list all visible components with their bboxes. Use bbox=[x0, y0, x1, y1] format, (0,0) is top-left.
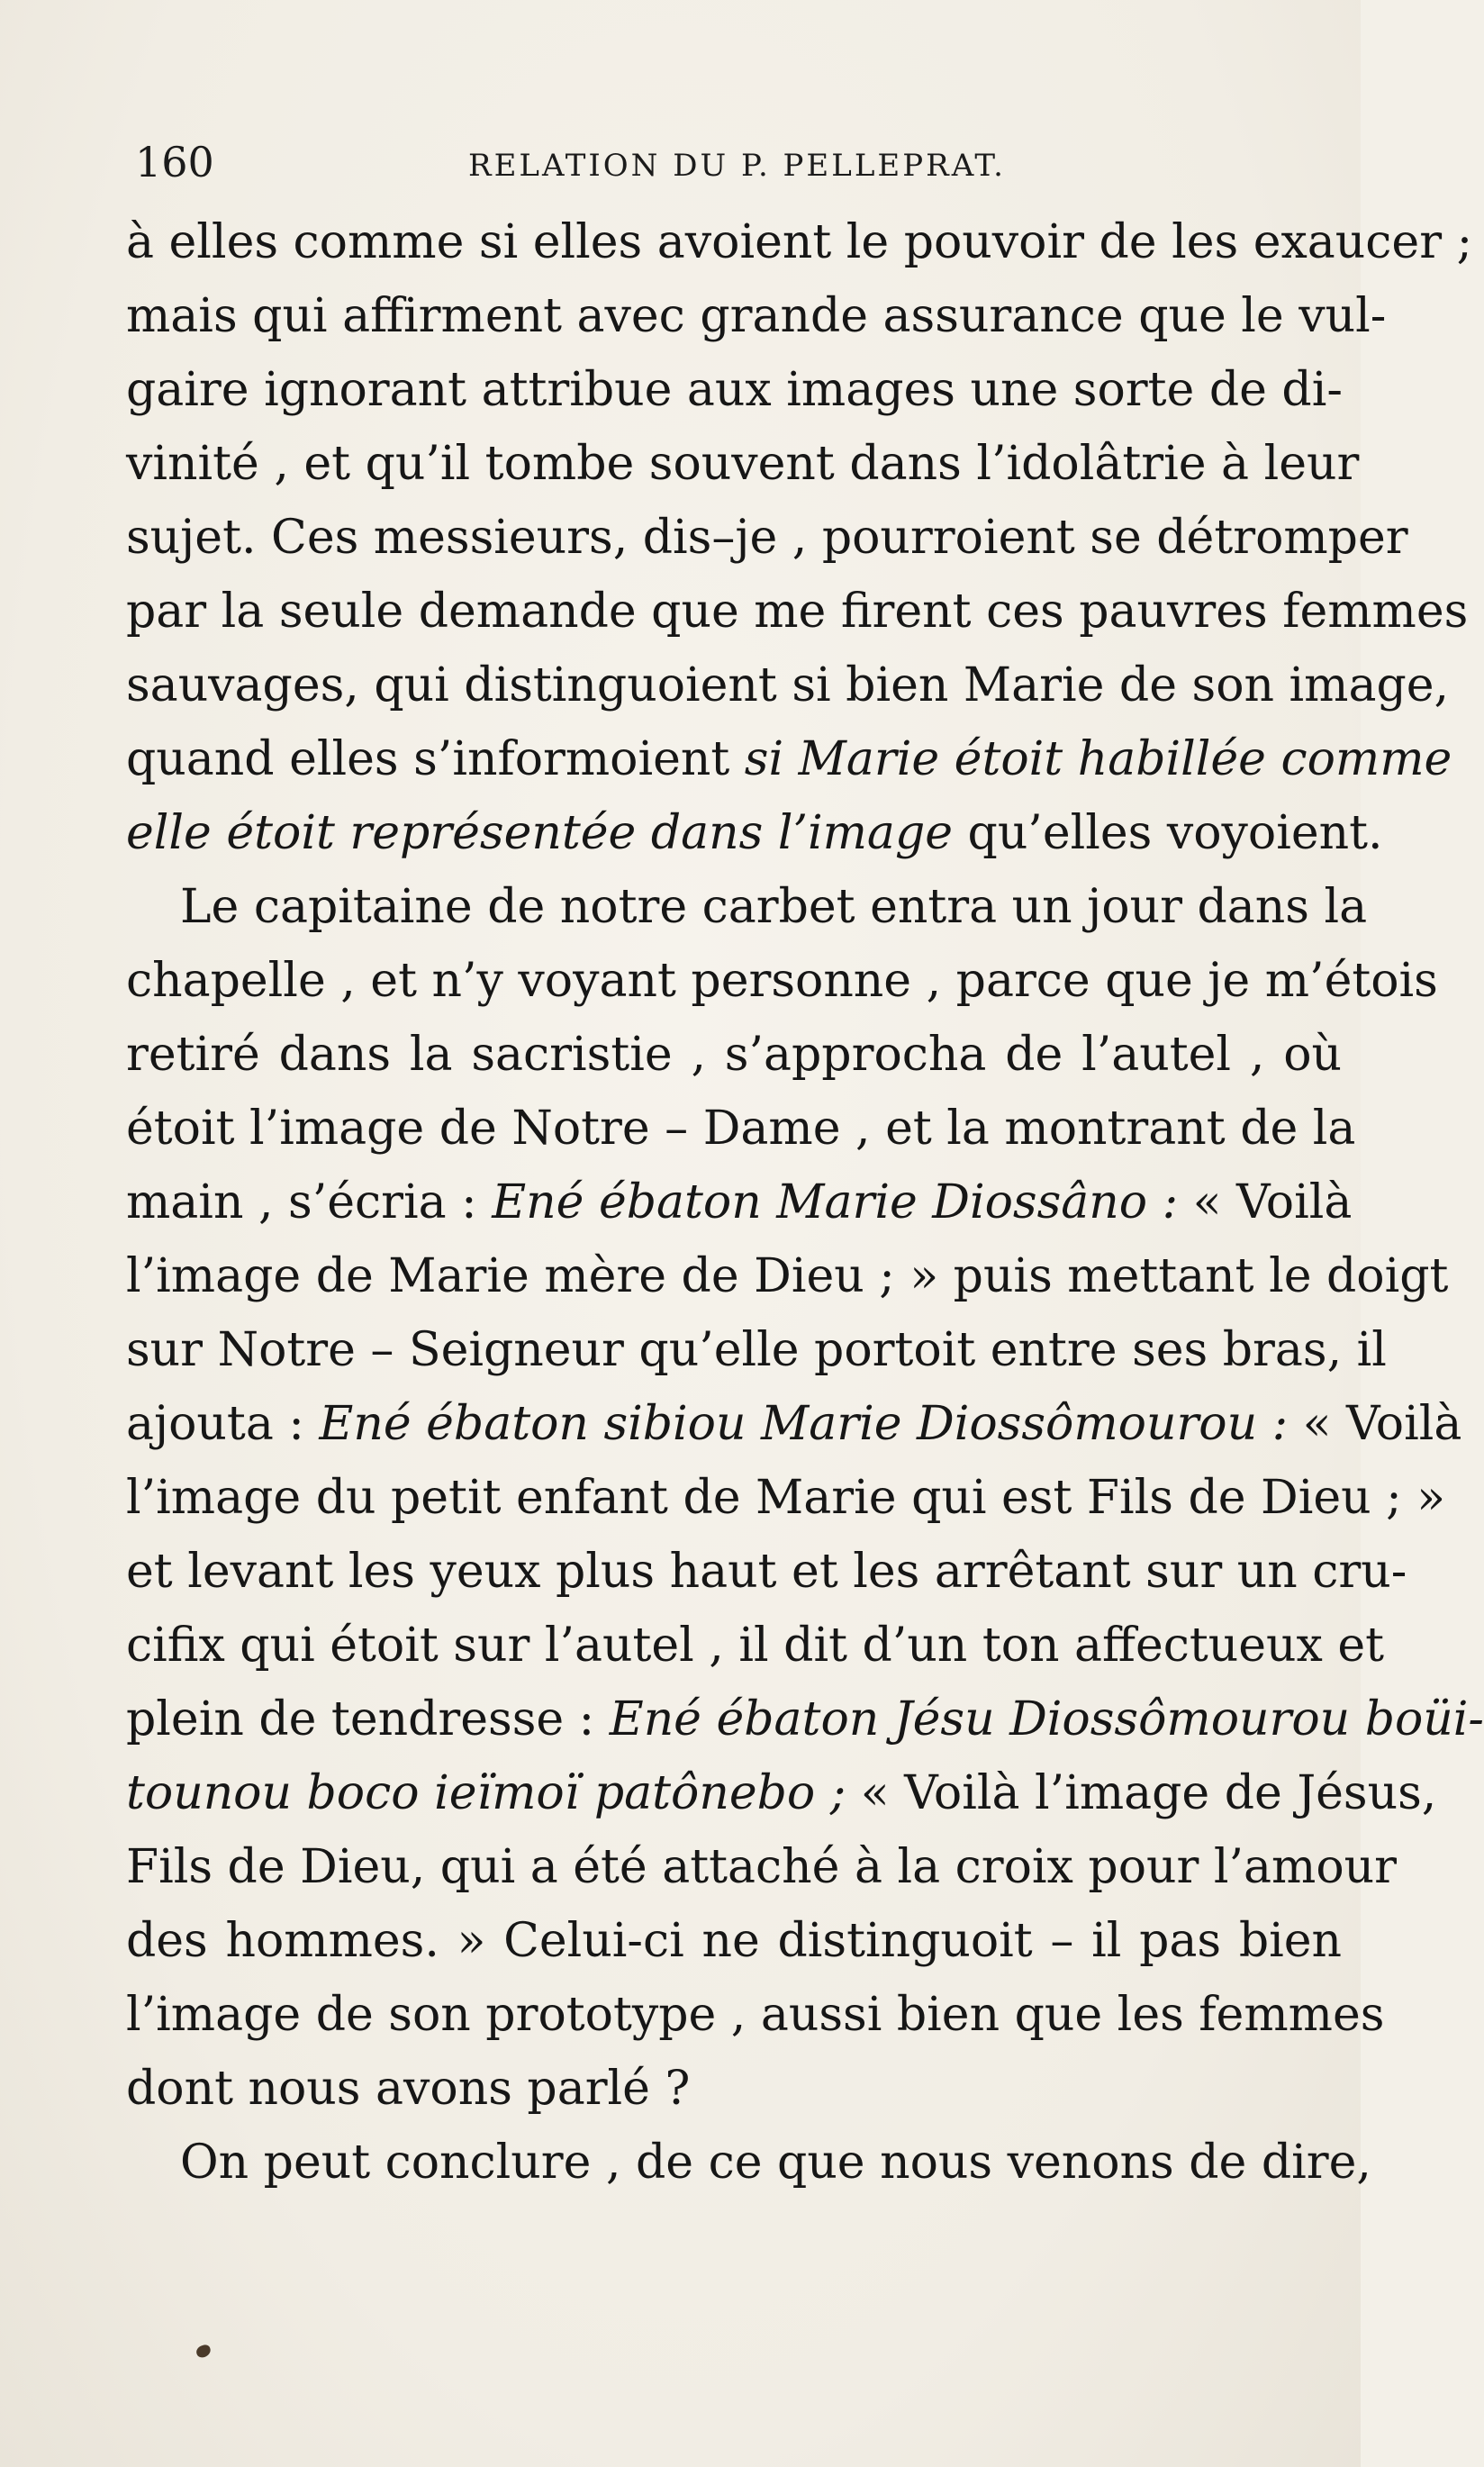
text-segment: ajouta : bbox=[126, 1397, 320, 1451]
text-segment: « Voilà bbox=[1178, 1175, 1353, 1229]
text-segment: et levant les yeux plus haut et les arrêtant sur un cru- bbox=[126, 1545, 1407, 1599]
ink-spot-mark bbox=[195, 2344, 212, 2360]
text-segment: Le capitaine de notre carbet entra un jour dans la bbox=[180, 880, 1368, 934]
text-segment: sujet. Ces messieurs, dis–je , pourroient se détromper bbox=[126, 511, 1408, 565]
text-line bbox=[126, 353, 1342, 427]
text-line bbox=[126, 870, 1368, 944]
text-line bbox=[126, 205, 1473, 279]
page-header bbox=[126, 135, 1342, 198]
text-line bbox=[126, 1756, 1437, 1830]
italic-text-segment: Ené ébaton sibiou Marie Diossômourou : bbox=[319, 1397, 1289, 1451]
text-segment: « Voilà l’image de Jésus, bbox=[846, 1766, 1437, 1820]
text-segment: retiré dans la sacristie , s’approcha de l’autel , où bbox=[126, 1028, 1342, 1082]
text-line bbox=[126, 427, 1360, 501]
text-segment: Fils de Dieu, qui a été attaché à la croix pour l’amour bbox=[126, 1840, 1398, 1894]
text-segment: l’image du petit enfant de Marie qui est Fils de Dieu ; » bbox=[126, 1471, 1446, 1525]
running-head: RELATION DU P. PELLEPRAT. bbox=[468, 148, 1006, 184]
text-segment: quand elles s’informoient bbox=[126, 732, 745, 786]
text-line bbox=[126, 1387, 1462, 1461]
text-line bbox=[126, 1609, 1385, 1682]
text-segment: cifix qui étoit sur l’autel , il dit d’un ton affectueux et bbox=[126, 1619, 1385, 1673]
text-line bbox=[126, 1092, 1356, 1165]
italic-text-segment: Ené ébaton Jésu Diossômourou boüi- bbox=[609, 1692, 1484, 1746]
italic-text-segment: Ené ébaton Marie Diossâno : bbox=[492, 1175, 1179, 1229]
text-line bbox=[126, 1978, 1385, 2052]
text-line bbox=[126, 944, 1438, 1018]
text-segment: sur Notre – Seigneur qu’elle portoit entre ses bras, il bbox=[126, 1323, 1387, 1377]
text-segment: l’image de son prototype , aussi bien que les femmes bbox=[126, 1988, 1385, 2042]
italic-text-segment: tounou boco ieïmoï patônebo ; bbox=[126, 1766, 846, 1820]
text-segment: l’image de Marie mère de Dieu ; » puis mettant le doigt bbox=[126, 1249, 1449, 1303]
text-line bbox=[126, 1165, 1353, 1239]
text-segment: dont nous avons parlé ? bbox=[126, 2062, 691, 2116]
text-line bbox=[126, 722, 1452, 796]
text-segment: plein de tendresse : bbox=[126, 1692, 610, 1746]
text-line bbox=[126, 648, 1450, 722]
text-line bbox=[126, 279, 1387, 353]
text-line bbox=[126, 1904, 1342, 1978]
text-line bbox=[126, 1461, 1446, 1535]
text-segment: des hommes. » Celui-ci ne distinguoit – il pas bien bbox=[126, 1914, 1342, 1968]
text-segment: mais qui affirment avec grande assurance que le vul- bbox=[126, 289, 1387, 343]
text-line bbox=[126, 1830, 1398, 1904]
text-line bbox=[126, 1018, 1342, 1092]
text-line bbox=[126, 1313, 1387, 1387]
page-number: 160 bbox=[135, 138, 214, 186]
text-line bbox=[126, 501, 1408, 575]
text-line bbox=[126, 575, 1469, 648]
text-line bbox=[126, 2052, 1342, 2126]
text-line bbox=[126, 796, 1383, 870]
italic-text-segment: elle étoit représentée dans l’image bbox=[126, 806, 953, 860]
text-line bbox=[126, 1239, 1449, 1313]
text-segment: sauvages, qui distinguoient si bien Marie de son image, bbox=[126, 658, 1450, 712]
text-segment: gaire ignorant attribue aux images une sorte de di- bbox=[126, 363, 1343, 417]
text-segment: main , s’écria : bbox=[126, 1175, 493, 1229]
italic-text-segment: si Marie étoit habillée comme bbox=[744, 732, 1452, 786]
text-segment: « Voilà bbox=[1288, 1397, 1462, 1451]
text-segment: étoit l’image de Notre – Dame , et la montrant de la bbox=[126, 1102, 1356, 1156]
text-line bbox=[126, 2126, 1371, 2199]
text-segment: par la seule demande que me firent ces pauvres femmes bbox=[126, 585, 1469, 639]
text-segment: à elles comme si elles avoient le pouvoir de les exaucer ; bbox=[126, 215, 1473, 269]
text-segment: qu’elles voyoient. bbox=[953, 806, 1383, 860]
text-segment: vinité , et qu’il tombe souvent dans l’idolâtrie à leur bbox=[126, 437, 1360, 491]
body-text bbox=[126, 205, 1484, 2199]
text-line bbox=[126, 1682, 1484, 1756]
text-segment: chapelle , et n’y voyant personne , parce que je m’étois bbox=[126, 954, 1438, 1008]
text-line bbox=[126, 1535, 1407, 1609]
text-segment: On peut conclure , de ce que nous venons de dire, bbox=[180, 2136, 1371, 2190]
